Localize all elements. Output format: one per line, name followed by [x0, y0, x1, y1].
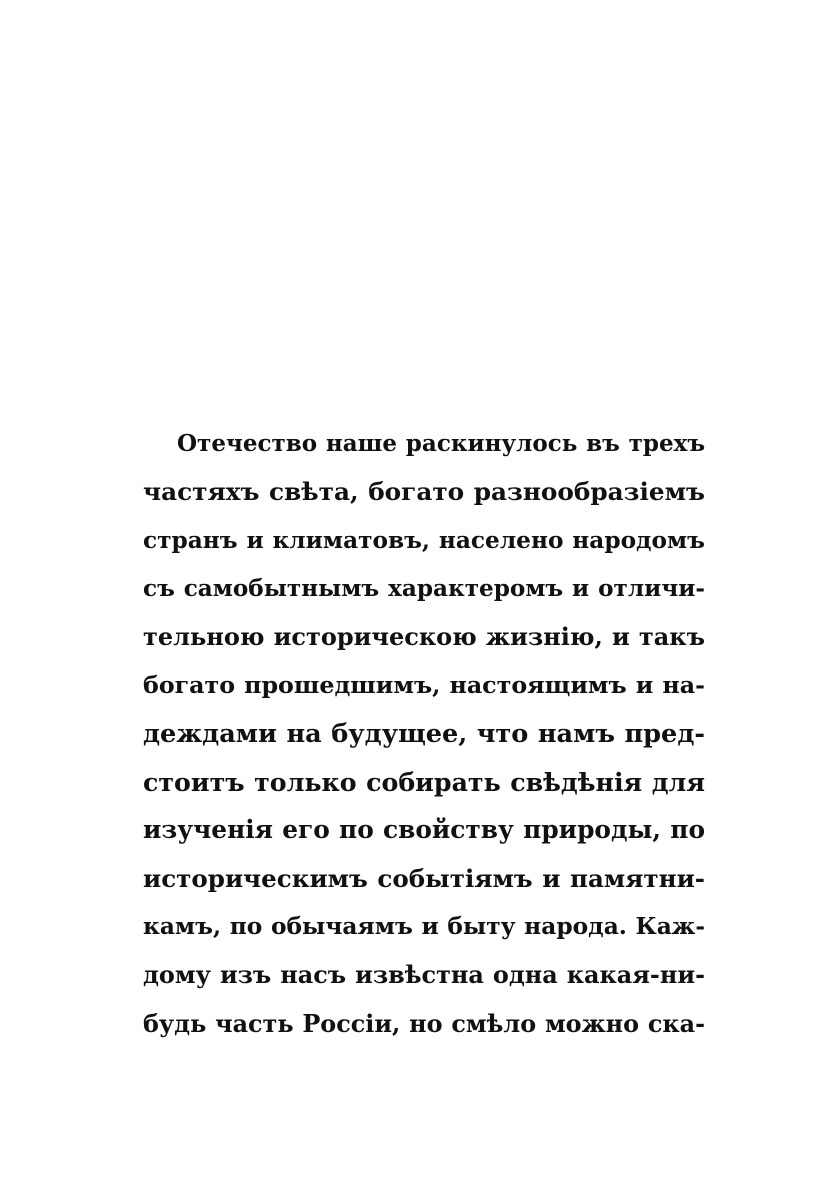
text-line: деждами на будущее, что намъ пред-: [143, 718, 705, 749]
text-line: камъ, по обычаямъ и быту народа. Каж-: [143, 912, 705, 940]
text-line: историческимъ событіямъ и памятни-: [143, 863, 705, 893]
text-line: стоитъ только собирать свѣдѣнія для: [143, 767, 705, 798]
body-paragraph: [143, 420, 705, 1048]
text-line: будь часть Россіи, но смѣло можно ска-: [143, 1009, 705, 1038]
text-line: богато прошедшимъ, настоящимъ и на-: [143, 671, 705, 700]
text-line: тельною историческою жизнію, и такъ: [143, 622, 705, 652]
text-line: съ самобытнымъ характеромъ и отличи-: [143, 574, 705, 602]
text-line: Отечество наше раскинулось въ трехъ: [177, 430, 705, 457]
text-line: дому изъ насъ извѣстна одна какая-ни-: [143, 961, 705, 990]
text-line: странъ и климатовъ, населено народомъ: [143, 526, 705, 554]
text-line: частяхъ свѣта, богато разнообразіемъ: [143, 477, 705, 507]
text-line: изученія его по свойству природы, по: [143, 815, 705, 845]
